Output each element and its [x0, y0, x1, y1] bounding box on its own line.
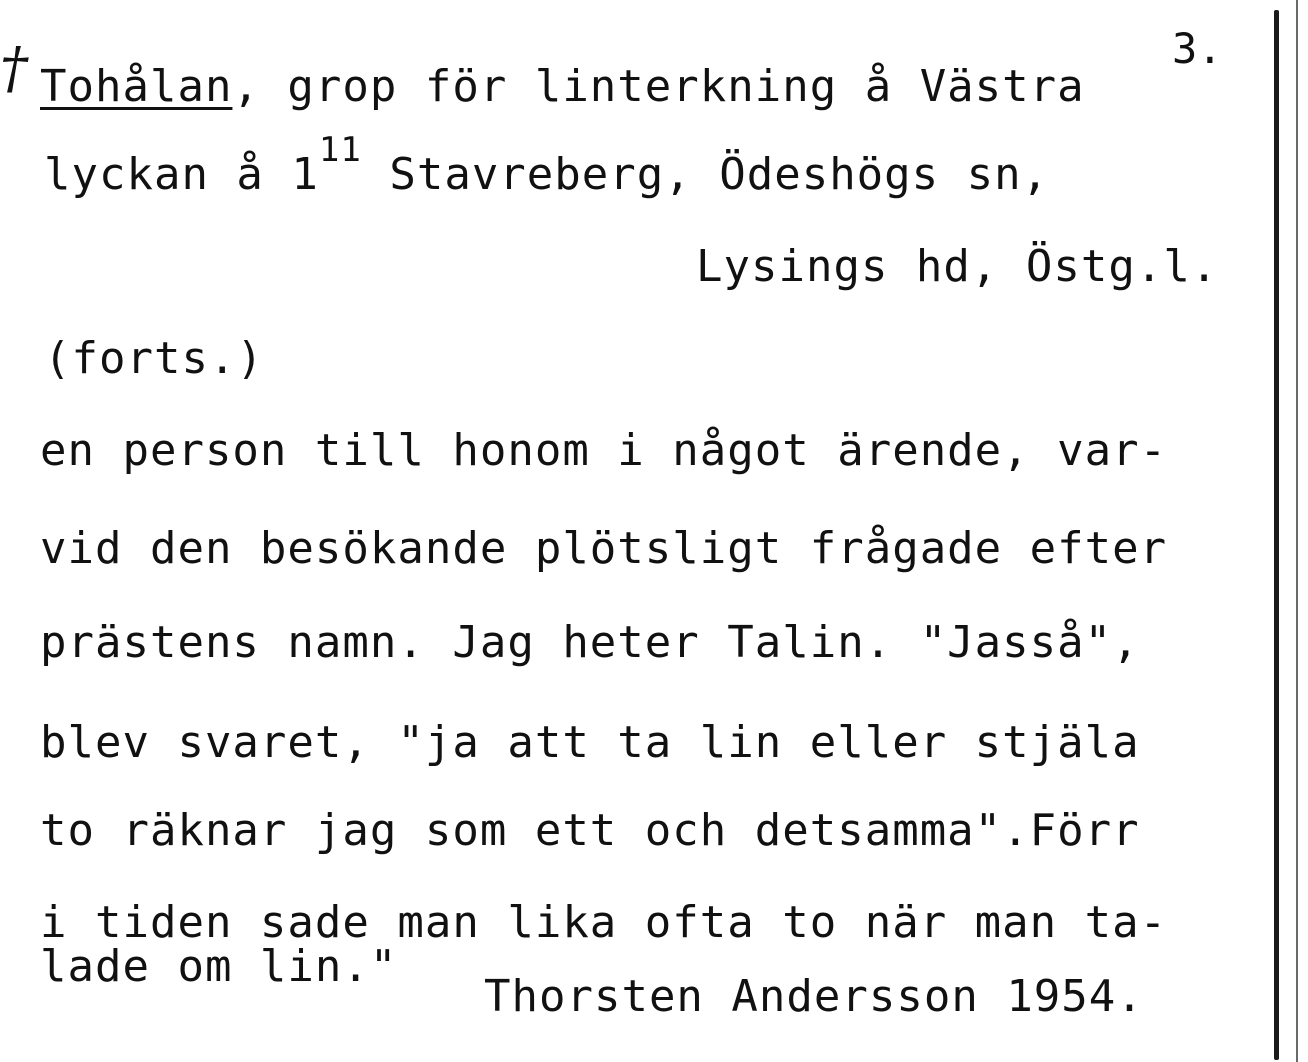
body-line: to räknar jag som ett och detsamma".Förr: [40, 805, 1140, 856]
continuation-note: (forts.): [44, 333, 264, 384]
title-line-3: Lysings hd, Östg.l.: [696, 241, 1219, 292]
body-line: prästens namn. Jag heter Talin. "Jasså",: [40, 617, 1140, 668]
body-line: en person till honom i något ärende, var-: [40, 425, 1168, 476]
dagger-mark: †: [0, 36, 28, 101]
title-line-1-rest: , grop för linterkning å Västra: [232, 61, 1085, 112]
title-line-2: [44, 130, 1050, 203]
signature: Thorsten Andersson 1954.: [484, 971, 1144, 1022]
body-line: lade om lin.": [40, 941, 398, 992]
page-number: 3.: [1172, 24, 1223, 73]
headword: Tohålan: [40, 61, 233, 112]
title-line-1: [40, 62, 1085, 112]
title-line-2-a: lyckan å 1: [44, 149, 319, 200]
title-line-2-superscript: 11: [318, 130, 362, 170]
body-line: blev svaret, "ja att ta lin eller stjäla: [40, 717, 1140, 768]
body-line: vid den besökande plötsligt frågade efter: [40, 523, 1168, 574]
card-edge-line: [1274, 10, 1279, 1060]
card-edge-shadow: [1296, 0, 1298, 1062]
body-line: i tiden sade man lika ofta to när man ta-: [40, 897, 1168, 948]
title-line-2-b: Stavreberg, Ödeshögs sn,: [361, 149, 1050, 200]
